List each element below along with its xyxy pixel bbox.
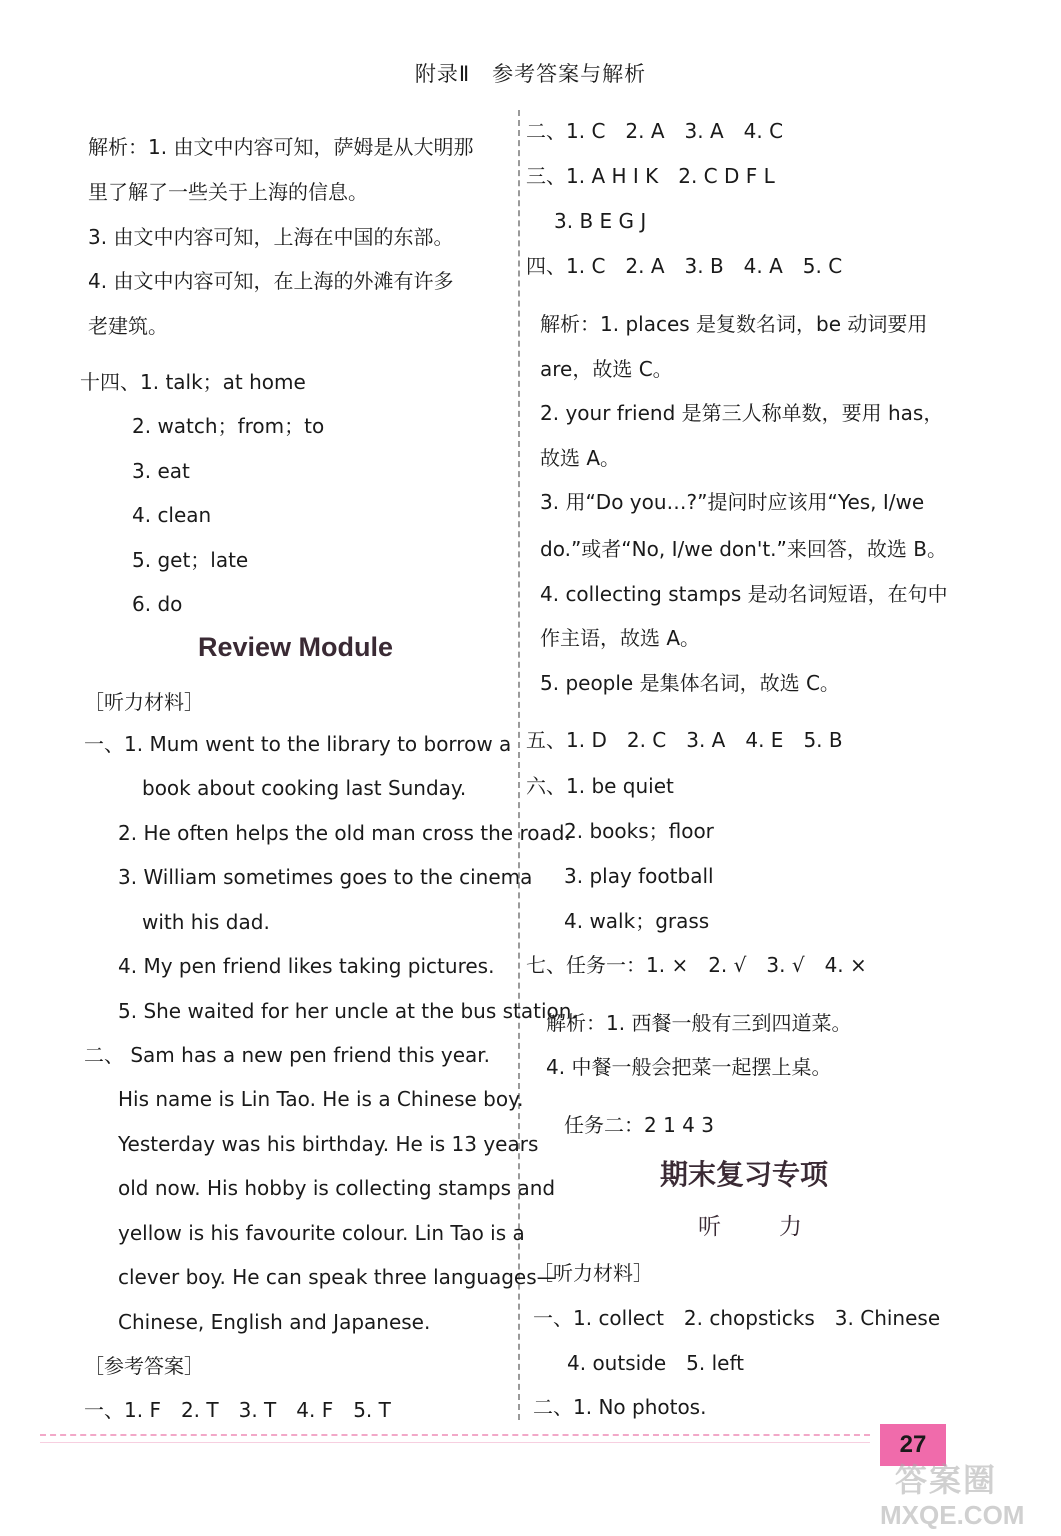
listening-title: 听力 [698,1213,860,1239]
right-answer-line: 一、1. collect 2. chopsticks 3. Chinese [533,1306,941,1330]
right-answer-line: 任务二：2 1 4 3 [564,1113,714,1137]
left-answer-line: 4. 由文中内容可知，在上海的外滩有许多 [88,269,454,293]
watermark-logo: 答案圈 [895,1461,998,1499]
left-answer-line: old now. His hobby is collecting stamps and [118,1176,556,1200]
left-answer-line: 解析：1. 由文中内容可知，萨姆是从大明那 [88,135,474,159]
right-answer-line: 三、1. A H I K 2. C D F L [526,164,775,188]
right-answer-line: 故选 A。 [540,446,621,470]
left-answer-line: 一、1. Mum went to the library to borrow a [84,732,512,756]
right-answer-line: 解析：1. places 是复数名词，be 动词要用 [540,312,928,336]
bottom-rule [40,1434,870,1436]
left-answer-line: 6. do [132,592,183,616]
left-answer-line: 4. My pen friend likes taking pictures. [118,954,495,978]
left-answer-line: Yesterday was his birthday. He is 13 years [118,1132,539,1156]
left-answer-line: 3. William sometimes goes to the cinema [118,865,533,889]
review-module-title: Review Module [198,632,394,662]
left-answer-line: His name is Lin Tao. He is a Chinese boy. [118,1087,524,1111]
left-answer-line: 4. clean [132,503,212,527]
right-answer-line: 2. your friend 是第三人称单数，要用 has， [540,401,944,425]
left-answer-line: 二、 Sam has a new pen friend this year. [84,1043,491,1067]
right-answer-line: 2. books；floor [564,819,714,843]
left-answer-line: ［听力材料］ [84,690,204,714]
right-answer-line: 4. walk；grass [564,909,710,933]
right-answer-line: 六、1. be quiet [526,774,674,798]
left-answer-line: 一、1. F 2. T 3. T 4. F 5. T [84,1398,391,1422]
right-answer-line: 四、1. C 2. A 3. B 4. A 5. C [526,254,843,278]
left-answer-line: clever boy. He can speak three languages— [118,1265,557,1289]
left-answer-line: 2. watch；from；to [132,414,325,438]
right-answer-line: 4. 中餐一般会把菜一起摆上桌。 [546,1055,832,1079]
page-number: 27 [880,1424,946,1466]
right-answer-line: 七、任务一：1. × 2. √ 3. √ 4. × [526,953,867,977]
right-answer-line: 3. 用“Do you…?”提问时应该用“Yes, I/we [540,490,925,514]
watermark-url: MXQE.COM [880,1500,1025,1530]
right-answer-line: 五、1. D 2. C 3. A 4. E 5. B [526,728,843,752]
left-answer-line: ［参考答案］ [84,1354,204,1378]
left-answer-line: 里了解了一些关于上海的信息。 [88,180,368,204]
page-header: 附录Ⅱ 参考答案与解析 [414,62,647,86]
right-answer-line: 3. B E G J [554,209,647,233]
right-answer-line: ［听力材料］ [533,1261,653,1285]
right-answer-line: 5. people 是集体名词，故选 C。 [540,671,840,695]
right-answer-line: 二、1. No photos. [533,1395,707,1419]
left-answer-line: 2. He often helps the old man cross the road. [118,821,571,845]
left-answer-line: yellow is his favourite colour. Lin Tao is a [118,1221,525,1245]
left-answer-line: 5. get；late [132,548,249,572]
final-review-title: 期末复习专项 [660,1159,829,1190]
right-answer-line: are，故选 C。 [540,357,673,381]
bottom-rule-secondary [40,1442,870,1443]
left-answer-line: 3. 由文中内容可知，上海在中国的东部。 [88,225,454,249]
left-answer-line: 老建筑。 [88,314,168,338]
right-answer-line: 作主语，故选 A。 [540,626,701,650]
left-answer-line: book about cooking last Sunday. [142,776,467,800]
right-answer-line: 二、1. C 2. A 3. A 4. C [526,119,784,143]
right-answer-line: 3. play football [564,864,714,888]
left-answer-line: 十四、1. talk；at home [80,370,306,394]
right-answer-line: 4. outside 5. left [567,1351,745,1375]
left-answer-line: 3. eat [132,459,190,483]
right-answer-line: 解析：1. 西餐一般有三到四道菜。 [546,1011,852,1035]
left-answer-line: with his dad. [142,910,270,934]
right-answer-line: do.”或者“No, I/we don't.”来回答，故选 B。 [540,537,947,561]
left-answer-line: 5. She waited for her uncle at the bus station. [118,999,578,1023]
left-answer-line: Chinese, English and Japanese. [118,1310,431,1334]
right-answer-line: 4. collecting stamps 是动名词短语，在句中 [540,582,948,606]
